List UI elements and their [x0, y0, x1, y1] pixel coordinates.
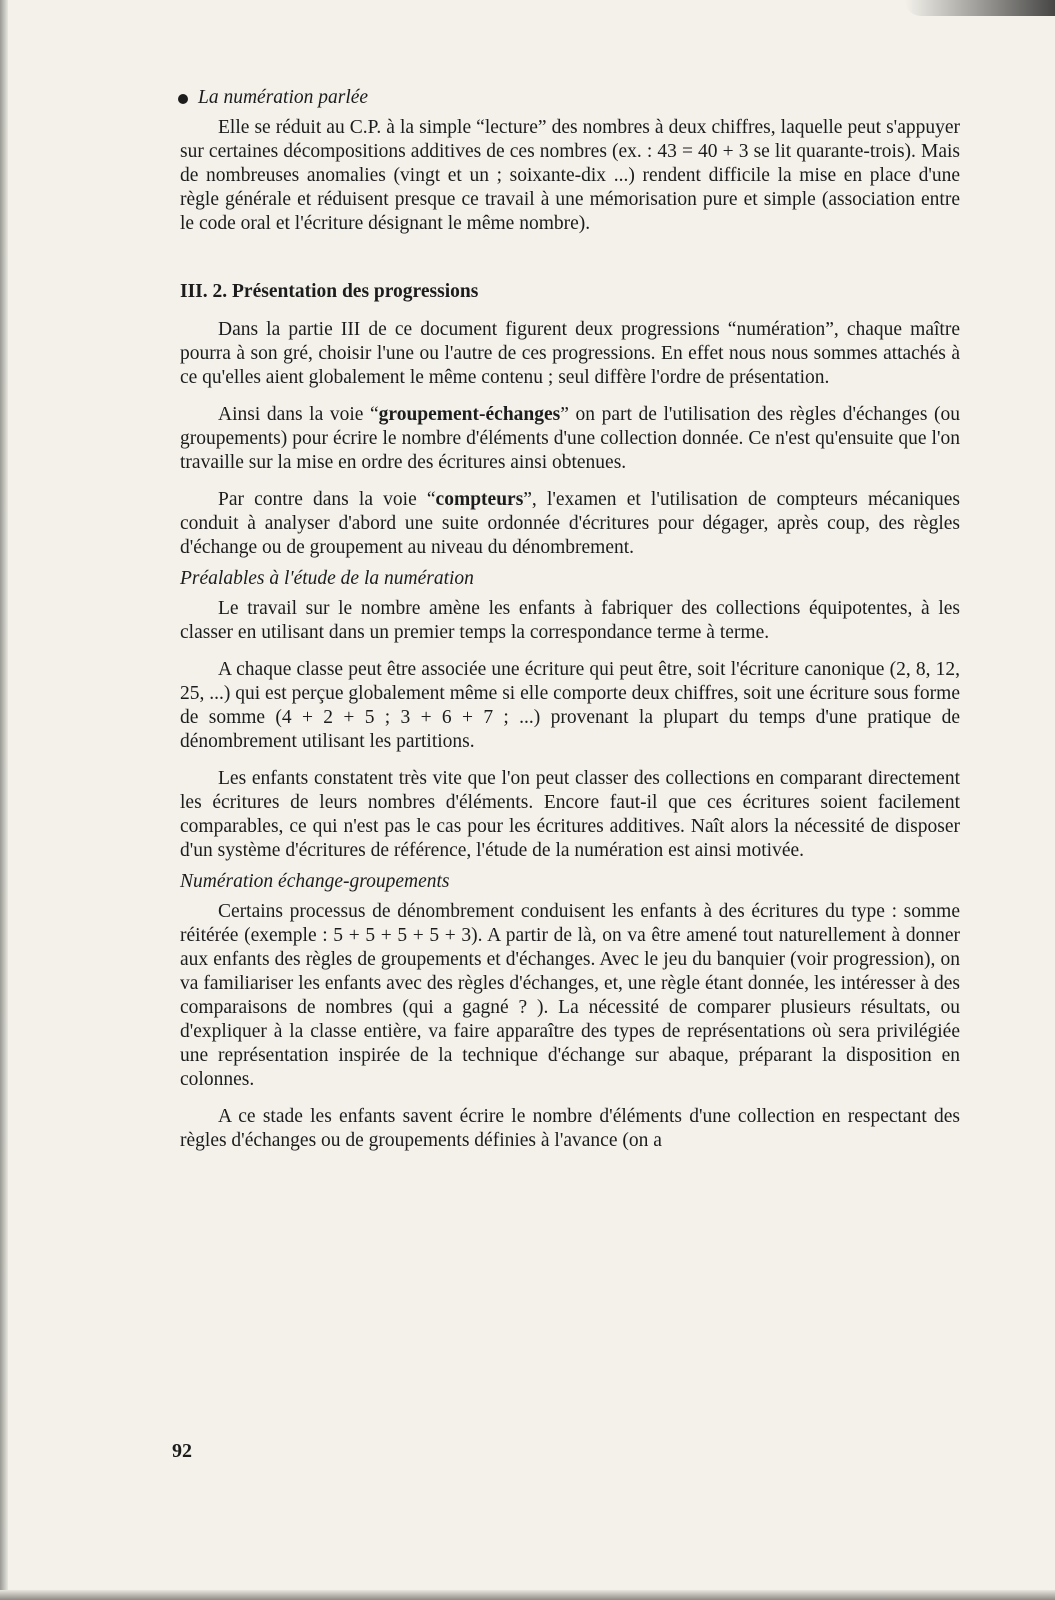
paragraph-processus-denombrement: Certains processus de dénombrement conduisent les enfants à des écritures du type : somme réitérée (exemple : 5 + 5 + 5 + 5 + 3). A partir de là, on va être amené tout naturellement à donner aux enfants des règles de groupements et d'échanges. Avec le jeu du banquier (voir progression), on va familiariser les enfants avec des règles d'échanges, et, une règle étant donnée, les intéresser à des comparaisons de nombres (qui a gagné ? ). La nécessité de comparer plusieurs résultats, ou d'expliquer à la classe entière, va faire apparaître des types de représentations où sera privilégiée une représentation inspirée de la technique d'échange sur abaque, préparant la disposition en colonnes. — [180, 901, 960, 1090]
paragraph-compteurs — [180, 488, 960, 560]
paragraph-stade: A ce stade les enfants savent écrire le nombre d'éléments d'une collection en respectant des règles d'échanges ou de groupements définies à l'avance (on a — [180, 1106, 960, 1151]
paragraph-ecriture-canonique: A chaque classe peut être associée une écriture qui peut être, soit l'écriture canonique (2, 8, 12, 25, ...) qui est perçue globalement même si elle comporte deux chiffres, soit une écriture sous forme de somme (4 + 2 + 5 ; 3 + 6 + 7 ; ...) provenant la plupart du temps d'une pratique de dénombrement utilisant les partitions. — [180, 659, 960, 752]
text-run: Par contre dans la voie “ — [218, 489, 436, 510]
bullet-heading-text: La numération parlée — [198, 87, 369, 108]
page-edge-shadow — [0, 0, 8, 1600]
paragraph-groupement-echanges — [180, 403, 960, 475]
bullet-heading — [198, 86, 960, 110]
page-bottom-edge — [0, 1590, 1055, 1600]
bold-term: compteurs — [435, 489, 524, 510]
page-number: 92 — [172, 1440, 192, 1462]
text-run: Ainsi dans la voie “ — [218, 404, 379, 425]
page-body — [180, 86, 960, 1166]
bold-term: groupement-échanges — [378, 404, 561, 425]
paragraph-comparaison: Les enfants constatent très vite que l'on peut classer des collections en comparant directement les écritures de leurs nombres d'éléments. Encore faut-il que ces écritures soient facilement comparables, ce qui n'est pas le cas pour les écritures additives. Naît alors la nécessité de disposer d'un système d'écritures de référence, l'étude de la numération est ainsi motivée. — [180, 768, 960, 861]
text-run: ” on part de l'utilisation des règles d'échanges (ou groupements) pour écrire le nombre d'éléments d'une collection donnée. Ce n'est qu'ensuite que l'on travaille sur la mise en ordre des écritures ainsi obtenues. — [180, 404, 960, 473]
subheading-prealables: Préalables à l'étude de la numération — [180, 568, 474, 589]
paragraph-progressions: Dans la partie III de ce document figurent deux progressions “numération”, chaque maître pourra à son gré, choisir l'une ou l'autre de ces progressions. En effet nous nous sommes attachés à ce qu'elles aient globalement le même contenu ; seul diffère l'ordre de présentation. — [180, 319, 960, 388]
text-run: ”, l'examen et l'utilisation de compteurs mécaniques conduit à analyser d'abord une suite ordonnée d'écritures pour dégager, après coup, des règles d'échange ou de groupement au niveau du dénombrement. — [180, 489, 960, 558]
bullet-icon — [178, 94, 188, 104]
section-title: III. 2. Présentation des progressions — [180, 281, 479, 302]
paragraph-numeration-parlee: Elle se réduit au C.P. à la simple “lecture” des nombres à deux chiffres, laquelle peut s'appuyer sur certaines décompositions additives de ces nombres (ex. : 43 = 40 + 3 se lit quarante-trois). Mais de nombreuses anomalies (vingt et un ; soixante-dix ...) rendent difficile la mise en place d'une règle générale et réduisent presque ce travail à une mémorisation pure et simple (association entre le code oral et l'écriture désignant le même nombre). — [180, 117, 960, 234]
subheading-echange-groupements: Numération échange-groupements — [180, 871, 450, 892]
paragraph-travail-nombre: Le travail sur le nombre amène les enfants à fabriquer des collections équipotentes, à les classer en utilisant dans un premier temps la correspondance terme à terme. — [180, 598, 960, 643]
scan-corner-shadow — [905, 0, 1055, 16]
